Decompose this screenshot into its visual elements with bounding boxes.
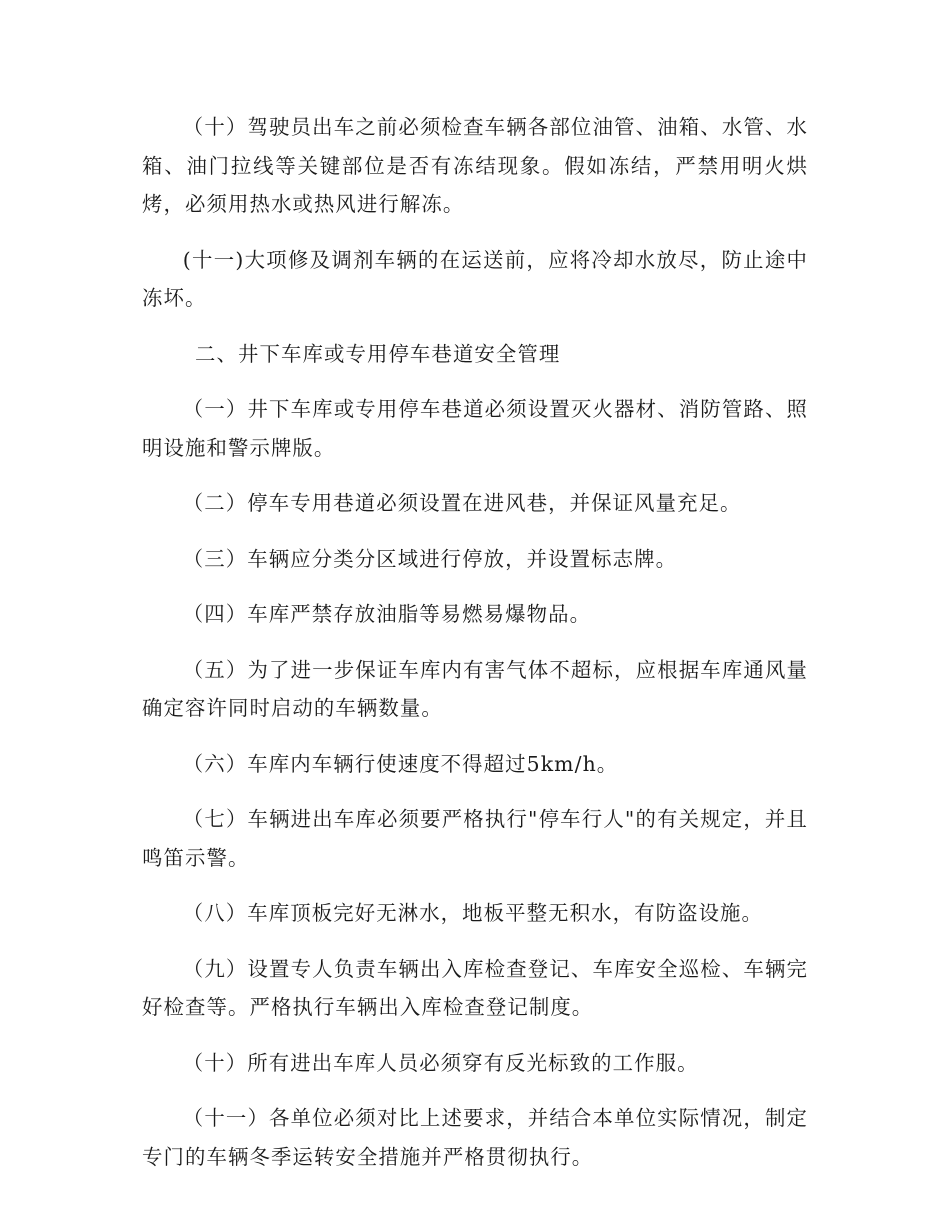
paragraph-6-speed-limit: （六）车库内车辆行使速度不得超过5km/h。 xyxy=(182,751,619,776)
paragraph-11-implementation: （十一）各单位必须对比上述要求，并结合本单位实际情况，制定专门的车辆冬季运转安全措施并严格贯彻执行。 xyxy=(142,1106,808,1169)
section-heading-garage-safety: 二、井下车库或专用停车巷道安全管理 xyxy=(195,341,561,366)
paragraph-1-fire-equipment: （一）井下车库或专用停车巷道必须设置灭火器材、消防管路、照明设施和警示牌版。 xyxy=(142,397,808,460)
paragraph-3-parking-zones: （三）车辆应分类分区域进行停放，并设置标志牌。 xyxy=(182,546,678,571)
paragraph-5-ventilation: （五）为了进一步保证车库内有害气体不超标，应根据车库通风量确定容许同时启动的车辆数量。 xyxy=(142,657,808,720)
paragraph-11-coolant-drain: (十一)大项修及调剂车辆的在运送前，应将冷却水放尽，防止途中冻坏。 xyxy=(142,247,808,310)
paragraph-10-reflective-wear: （十）所有进出车库人员必须穿有反光标致的工作服。 xyxy=(182,1050,699,1075)
paragraph-2-intake-airway: （二）停车专用巷道必须设置在进风巷，并保证风量充足。 xyxy=(182,491,742,515)
paragraph-4-flammables: （四）车库严禁存放油脂等易燃易爆物品。 xyxy=(182,602,592,626)
paragraph-8-roof-floor: （八）车库顶板完好无淋水，地板平整无积水，有防盗设施。 xyxy=(182,901,764,925)
paragraph-10-frozen-check: （十）驾驶员出车之前必须检查车辆各部位油管、油箱、水管、水箱、油门拉线等关键部位是否有冻结现象。假如冻结，严禁用明火烘烤，必须用热水或热风进行解冻。 xyxy=(142,115,808,216)
paragraph-7-stop-rule: （七）车辆进出车库必须要严格执行"停车行人"的有关规定，并且鸣笛示警。 xyxy=(142,807,808,870)
paragraph-9-registration: （九）设置专人负责车辆出入库检查登记、车库安全巡检、车辆完好检查等。严格执行车辆出入库检查登记制度。 xyxy=(142,956,808,1019)
document-body xyxy=(142,108,808,1193)
